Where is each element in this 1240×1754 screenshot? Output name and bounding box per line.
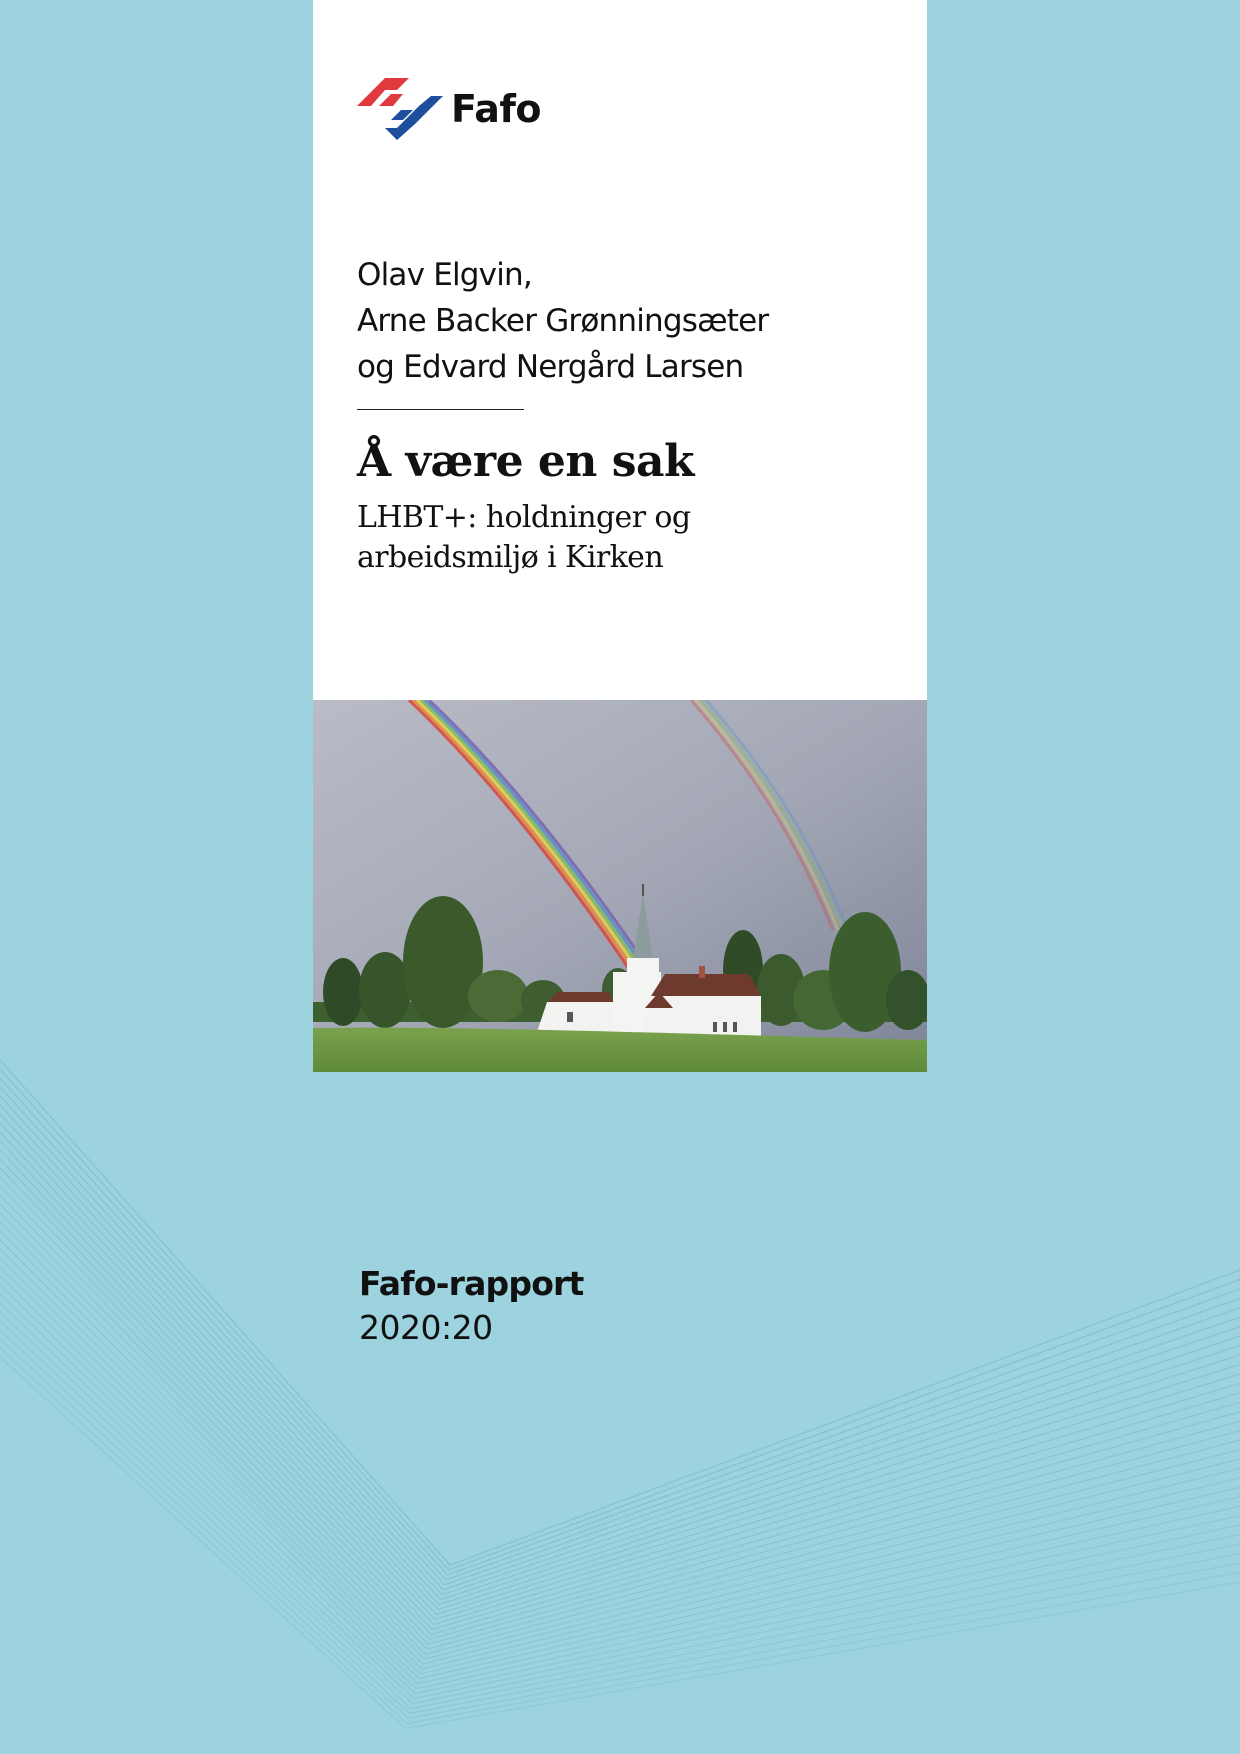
church-rainbow-photo	[313, 700, 927, 1072]
cover-white-panel	[313, 0, 927, 700]
subtitle-line: LHBT+: holdninger og	[357, 500, 691, 535]
author-line: og Edvard Nergård Larsen	[357, 349, 744, 385]
subtitle-line: arbeidsmiljø i Kirken	[357, 540, 664, 575]
report-number: 2020:20	[359, 1308, 493, 1347]
background-line	[0, 1204, 1240, 1644]
background-line	[0, 1078, 1240, 1575]
author-line: Arne Backer Grønningsæter	[357, 303, 769, 339]
background-line	[0, 1303, 1240, 1699]
title-divider	[357, 409, 524, 410]
author-line: Olav Elgvin,	[357, 257, 532, 293]
report-subtitle	[357, 498, 690, 578]
church-with-rainbow-photo-icon	[313, 700, 927, 1072]
background-line	[0, 1132, 1240, 1605]
author-list	[357, 252, 768, 390]
report-series	[359, 1262, 584, 1350]
fafo-logo-text: Fafo	[451, 87, 542, 131]
background-line	[0, 1231, 1240, 1659]
background-line	[0, 1240, 1240, 1664]
background-line	[0, 1294, 1240, 1694]
background-line	[0, 1276, 1240, 1684]
background-line	[0, 1069, 1240, 1570]
background-line	[0, 1285, 1240, 1689]
background-line	[0, 1150, 1240, 1615]
report-series-label: Fafo-rapport	[359, 1264, 584, 1303]
fafo-logo	[357, 78, 541, 140]
report-title: Å være en sak	[357, 436, 694, 487]
fafo-logo-mark-icon	[357, 78, 443, 140]
